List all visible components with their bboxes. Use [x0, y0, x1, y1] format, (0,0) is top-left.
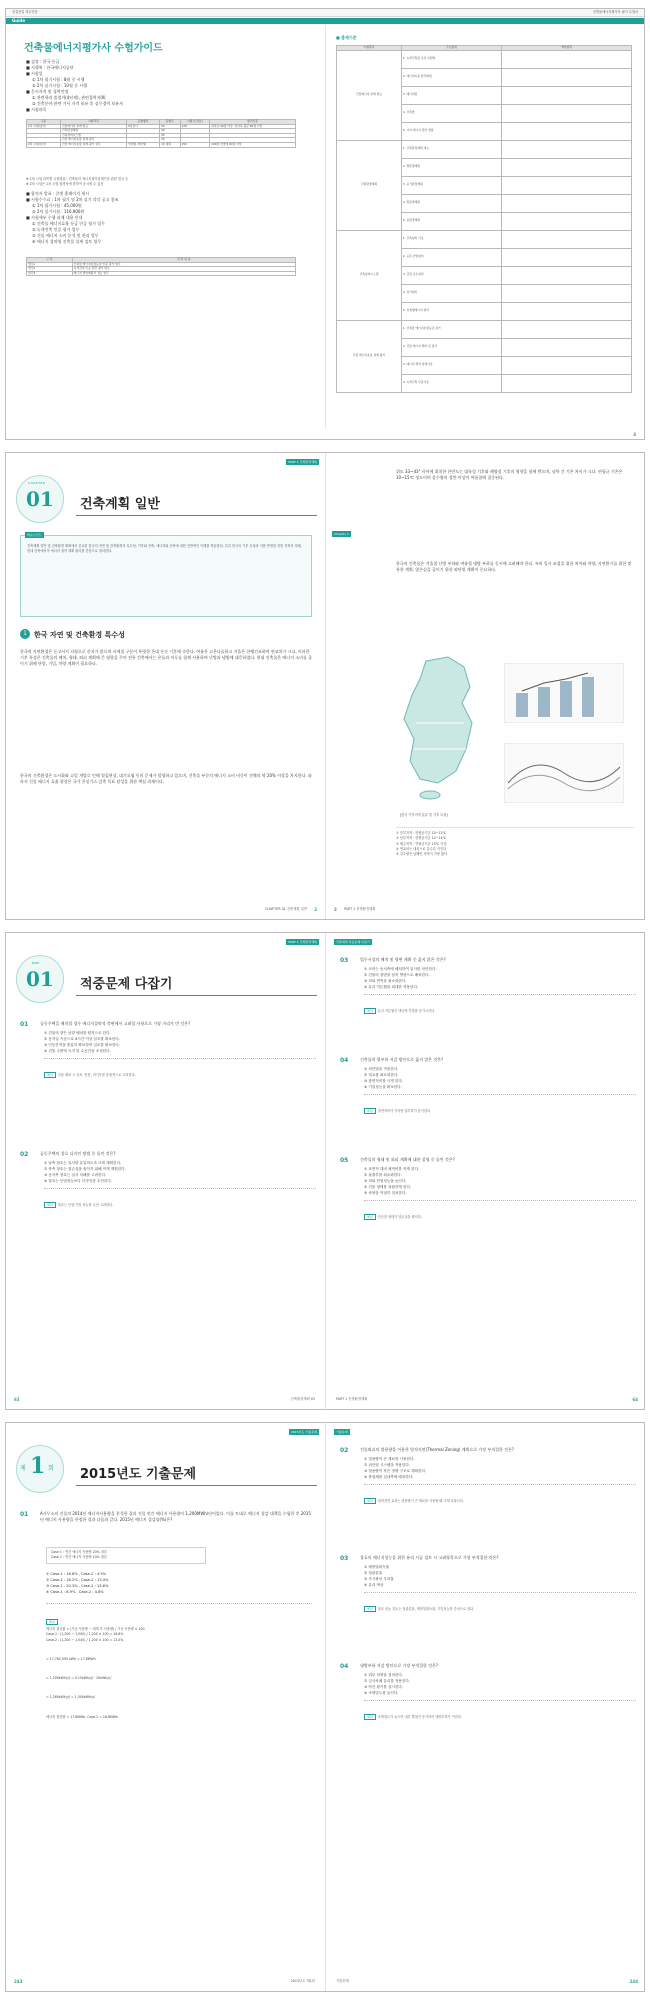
question-text: 공동주택의 창호 디자인 방법 중 틀린 것은?	[40, 1151, 116, 1156]
main-item-cell: 4. 건축법	[401, 104, 501, 122]
option-list	[44, 1030, 316, 1054]
table-header: 합격기준	[210, 120, 296, 125]
table-row	[337, 50, 632, 68]
right-footer: 기출문제	[336, 1979, 349, 1983]
note-line: ■ 합격자 발표 : 큐넷 홈페이지 게시	[26, 190, 89, 196]
memo-tag: 해설	[364, 1606, 376, 1612]
table-cell: 1차 시험(필기)	[27, 124, 61, 129]
main-item-cell: 2. 건물 에너지 해석 및 평가	[401, 338, 501, 356]
option[interactable]: ② 건물의 장변을 남북 방향으로 배치한다.	[364, 973, 430, 977]
option[interactable]: ③ 인동간격을 충분히 확보하여 일조를 확보한다.	[44, 1043, 121, 1047]
table-header: 관 련 내 용	[72, 258, 295, 263]
table-cell: 서술형, 계산형	[126, 142, 159, 147]
detail-cell	[502, 176, 632, 194]
table-cell: 20	[160, 138, 180, 143]
subject-cell: 건물 에너지효율 설계·평가	[337, 320, 402, 392]
chapter-page	[5, 452, 645, 920]
main-item-cell: 3. 에너지법	[401, 86, 501, 104]
option-list	[364, 1456, 636, 1480]
calc-line: 에너지 절감량 = 17.8MWh, Case-2 = 16.8MWh	[46, 1714, 118, 1719]
right-body-2: 한국의 건축물은 겨울철 난방 부하와 여름철 냉방 부하를 동시에 고려해야 한다. 특히 일사 조절을 위한 처마와 차양, 자연환기를 위한 맞통풍 계획, 열손실을 줄이기 위한 외단열 계획이 중요하다.	[396, 561, 632, 572]
map-note: ① 중부지역 : 연평균기온 10~12℃	[396, 831, 447, 835]
criteria-heading: ■ 출제기준	[336, 35, 357, 40]
detail-cell	[502, 50, 632, 68]
option[interactable]: ④ 기밀성능을 확보한다.	[364, 1085, 402, 1089]
header-left: 건설산업 직무인증	[12, 10, 38, 14]
body-text-2: 한국의 건축환경은 도시화와 고밀 개발로 인해 열섬현상, 대기오염 등의 문제가 발생하고 있으며, 건축물 부문의 에너지 소비 비중이 전체의 약 20% 이상을 차지한다. 따라서 건물 에너지 효율 향상은 국가 온실가스 감축 목표 달성을 위한 핵심 과제이다.	[20, 773, 312, 784]
answer-memo	[364, 1484, 636, 1506]
memo-tag: 해설	[44, 1202, 56, 1208]
memo-text: 유리 커튼월은 냉난방 부하를 증가시킨다.	[377, 1009, 436, 1013]
section-title: 한국 자연 및 건축환경 특수성	[34, 631, 125, 639]
right-page-number: 244	[629, 1979, 638, 1984]
option[interactable]: ③ 외피 단열성능을 높인다.	[364, 1179, 407, 1183]
part-number: 01	[26, 967, 54, 991]
option[interactable]: ② 동지일 기준으로 4시간 이상 일조를 확보한다.	[44, 1037, 120, 1041]
duty-table	[26, 257, 296, 276]
calc-line: 에너지 절감률 = (기준 사용량 − 대책 후 사용량) / 기준 사용량 × 100	[46, 1627, 145, 1631]
subject-cell: 건축환경계획	[337, 140, 402, 230]
main-item-cell: 2. 공조·난방설비	[401, 248, 501, 266]
question-number: 03	[340, 957, 349, 964]
guide-line: ② 2차 실기시험 : 10월 중 시행	[32, 83, 87, 88]
option[interactable]: ① 남측 창호는 일사를 유입하도록 크게 계획한다.	[44, 1161, 122, 1165]
table-header: 구 분	[27, 258, 73, 263]
option[interactable]: ③ 열용량이 작은 경량 구조로 계획한다.	[364, 1469, 427, 1473]
exam-title: 2015년도 기출문제	[80, 1467, 197, 1482]
memo-tag: 해설	[364, 1108, 376, 1114]
chapter-label: CHAPTER	[28, 481, 46, 485]
exam-left	[6, 1423, 326, 1991]
main-item-cell: 4. 전기설비	[401, 284, 501, 302]
option[interactable]: ① 표면적 대비 체적비를 작게 한다.	[364, 1167, 420, 1171]
main-item-cell: 2. 에너지이용 합리화법	[401, 68, 501, 86]
option[interactable]: ① 외부 차양을 설치한다.	[364, 1673, 404, 1677]
table-cell: 에너지 절약계획서 검토 업무	[72, 271, 295, 276]
answer-memo	[364, 1200, 636, 1222]
table-header: 구분	[27, 120, 61, 125]
right-header: 건축계획 적중문제 다잡기	[336, 940, 370, 944]
given-line: Case 2 : 연간 에너지 사용량 10% 절감	[51, 1555, 107, 1560]
question-text: 건축물의 열부하 저감 방안으로 옳지 않은 것은?	[360, 1057, 444, 1062]
criteria-table	[336, 45, 632, 393]
subject-cell: 건물에너지 관계 법규	[337, 50, 402, 140]
practice-page	[5, 932, 645, 1410]
detail-cell	[502, 302, 632, 320]
question-block	[20, 1021, 316, 1081]
chapter-tag: Chapter 1	[334, 532, 349, 536]
note-line: ② 녹색건축 인증 평가 업무	[32, 226, 80, 232]
guide-lines	[26, 59, 306, 113]
detail-cell	[502, 266, 632, 284]
question-list-right	[340, 1447, 636, 1771]
map-caption: [한국 기후지역 분류 및 기후 특성]	[400, 813, 448, 817]
main-item-cell: 5. 음환경계획	[401, 212, 501, 230]
right-page-number: 64	[632, 1397, 638, 1402]
calc-memo	[46, 1603, 312, 1720]
question-number: 02	[20, 1151, 29, 1158]
detail-cell	[502, 140, 632, 158]
calc-line: = 1,200kWh/㎡ = 0.15kWh/㎡ · 20kWh/㎡	[46, 1676, 112, 1681]
note-line: ※ 1차 시험 과목별 시험범위 : 건축물의 에너지절약설계기준 관련 법규 등	[26, 177, 129, 181]
question-text: 업무시설의 배치 및 평면 계획 중 옳지 않은 것은?	[360, 957, 446, 962]
exam-subject-table	[26, 119, 296, 148]
memo-text: 창호 성능 검토는 열관류율, 태양열취득률, 기밀성능을 중심으로 한다.	[377, 1607, 475, 1611]
body-text: 한국의 자연환경은 동고서저 지형으로 산지가 많으며 사계절 구분이 뚜렷한 온대 몬순 기후에 속한다. 여름은 고온다습하고 겨울은 한랭건조하며 연교차가 크다. 이러한 기후 특성은 건축물의 배치, 형태, 외피 계획에 큰 영향을 주며 전통 건축에서는 온돌과 마루를 함께 사용하여 난방과 냉방에 대응하였다. 현대 건축물은 에너지 소비를 줄이기 위해 단열, 기밀, 차양 계획이 필요하다.	[20, 649, 312, 666]
memo-text: 창호는 단열·기밀 성능을 우선 고려한다.	[57, 1203, 114, 1207]
table-cell: 건물에너지 관계 법규	[60, 124, 126, 129]
question-block	[340, 1555, 636, 1615]
note-line: ※ 2차 시험은 1차 시험 합격자에 한하여 응시할 수 있음	[26, 182, 104, 187]
left-footer: CHAPTER 01 건축계획 일반	[265, 907, 307, 911]
guide-line: ① 관련학과 졸업자(4년제), 관련경력자(Ⅱ)	[32, 95, 106, 100]
table-cell: 100점 만점에 60점 이상	[210, 142, 296, 147]
question-text: A사무소의 건물의 2014년 에너지사용량을 분석한 결과 건물 연간 에너지 사용량이 1,200MWh/년이었다. 이를 토대로 에너지 절감 대책을 수립한 후 2015년 에너지 사용량을 산정한 결과 다음과 같다. 2015년 에너지 절감률(%)은?	[40, 1511, 311, 1522]
option[interactable]: ① 건물의 향은 남향 배치를 원칙으로 한다.	[44, 1031, 111, 1035]
memo-text: 건물 배치 시 일조, 통풍, 미기후를 종합적으로 고려한다.	[57, 1073, 136, 1077]
option[interactable]: ④ 건물 주변에 녹지 및 수공간을 조성한다.	[44, 1049, 111, 1053]
guide-line: ■ 시행처 : 한국에너지공단	[26, 65, 74, 70]
table-cell: 20	[160, 124, 180, 129]
table-header: 시험시간(분)	[180, 120, 210, 125]
option[interactable]: ① 외단열을 적용한다.	[364, 1067, 399, 1071]
table-header: 시험과목	[60, 120, 126, 125]
right-body: 위도 33~43° 사이에 위치한 한반도는 대륙성 기후와 해양성 기후의 영향을 함께 받으며, 남북 간 기온 차이가 크다. 연평균 기온은 10~15℃ 정도이며 강수량의 절반 이상이 여름철에 집중된다.	[396, 469, 623, 480]
detail-cell	[502, 122, 632, 140]
memo-tag: 해설	[364, 1714, 376, 1720]
right-page-number: 3	[334, 907, 337, 912]
memo-text: 조명밀도가 높으면 내부 발열이 증가하여 냉방부하가 커진다.	[377, 1715, 462, 1719]
left-footer: 2015년도 제1회	[290, 1979, 315, 1983]
option[interactable]: ③ 외피 면적을 최소화한다.	[364, 979, 407, 983]
table-cell: 건물 에너지효율 설계·평가	[60, 138, 126, 143]
chapter-right	[326, 453, 645, 919]
memo-text: 열적지연 효과는 열용량이 큰 재료를 사용할 때 크게 나타난다.	[377, 1499, 464, 1503]
chapter-number: 01	[26, 487, 54, 511]
table-cell: 4지선다	[126, 124, 159, 129]
option[interactable]: ① 코어는 동서측에 배치하여 일사를 차단한다.	[364, 967, 437, 971]
calc-line: Case-2 : (1,200 − 1,040) / 1,200 × 100 = 13.4%	[46, 1637, 124, 1642]
table-cell: 건축환경계획	[60, 129, 126, 134]
table-cell: 녹색건축 인증 관련 평가 업무	[72, 267, 295, 272]
table-row	[337, 320, 632, 338]
option[interactable]: ⑤ 차양을 적절히 설치한다.	[364, 1191, 407, 1195]
temperature-chart	[504, 663, 624, 723]
calc-line: = 1,260kWh/㎡ = 1,500kWh/㎡	[46, 1695, 96, 1700]
answer-memo	[44, 1058, 316, 1080]
detail-cell	[502, 194, 632, 212]
exam-page	[5, 1422, 645, 1992]
option[interactable]: ① 태양열취득률	[364, 1565, 390, 1569]
page-header	[6, 9, 644, 17]
detail-cell	[502, 356, 632, 374]
main-item-cell: 1. 건축물 에너지효율등급 평가	[401, 320, 501, 338]
table-header: 시험과목	[337, 46, 402, 51]
guide-line: ■ 응시자격 및 경력인정	[26, 89, 69, 94]
main-item-cell: 5. 신재생에너지 설비	[401, 302, 501, 320]
answer-memo	[364, 1094, 636, 1116]
question-number: 04	[340, 1057, 349, 1064]
table-cell: 120	[180, 124, 210, 129]
memo-tag: 해설	[364, 1008, 376, 1014]
guide-page	[5, 8, 645, 440]
round-label: 제	[20, 1465, 26, 1472]
table-cell: 업무1	[27, 262, 73, 267]
option[interactable]: ④ 건물 형태를 복잡하게 한다.	[364, 1185, 412, 1189]
table-header: 문항형식	[126, 120, 159, 125]
question-number: 05	[340, 1157, 349, 1164]
note-line: ② 2차 실기시험 : 116,900원	[32, 208, 85, 214]
table-cell: 10 내외	[160, 142, 180, 147]
guide-label-text: Guide	[12, 18, 26, 23]
note-line: ■ 시험세부 수행 과제 내용 안내	[26, 214, 83, 220]
main-item-cell: 1. 녹색건축물 조성 지원법	[401, 50, 501, 68]
question-block	[340, 1663, 636, 1723]
memo-text: 창면적비가 커지면 열부하가 증가한다.	[377, 1109, 432, 1113]
question-block	[20, 1151, 316, 1211]
chapter-left	[6, 453, 326, 919]
question-text: 냉방부하 저감 방안으로 가장 부적절한 것은?	[360, 1663, 439, 1668]
option-list	[364, 1672, 636, 1696]
question-block	[340, 957, 636, 1017]
map-note: ③ 제주지역 : 연평균기온 15℃ 이상	[396, 841, 447, 846]
practice-right	[326, 933, 645, 1409]
main-item-cell: 4. 녹색건축 인증기준	[401, 374, 501, 392]
summary-box	[20, 535, 312, 617]
memo-text: 단순한 형태가 열손실을 줄인다.	[377, 1215, 422, 1219]
part-label: PART	[32, 961, 40, 965]
table-cell: 20	[160, 129, 180, 134]
detail-cell	[502, 212, 632, 230]
main-item-cell: 3. 에너지 절약 설계기준	[401, 356, 501, 374]
question-number: 01	[20, 1511, 29, 1518]
question-block	[340, 1157, 636, 1222]
question-text: 건축물의 형태 및 외피 계획에 대한 설명 중 틀린 것은?	[360, 1157, 455, 1162]
option-list	[364, 1564, 636, 1588]
map-note: ② 남부지역 : 연평균기온 12~14℃	[396, 836, 447, 841]
table-header: 주요항목	[401, 46, 501, 51]
option[interactable]: ① Case-1 : 16.8% , Case-2 : 4.5%	[46, 1572, 107, 1576]
left-page-number: 63	[14, 1397, 20, 1402]
question-text: 창호의 에너지성능을 위한 유리 시공 검토 시 고려항목으로 가장 부적절한 것은?	[360, 1555, 499, 1560]
left-page-number: 243	[14, 1979, 23, 1984]
guide-line: ■ 시험과목	[26, 107, 47, 112]
question-number: 01	[20, 1021, 29, 1028]
option[interactable]: ② 북측 창호는 열손실을 줄이기 위해 작게 계획한다.	[44, 1167, 126, 1171]
option[interactable]: ③ 가시광선 투과율	[364, 1577, 394, 1581]
table-cell: 건축설비시스템	[60, 133, 126, 138]
guide-line: ② 건축분야 관련 기사 자격 보유 후 실무경력 보유자	[32, 101, 124, 106]
memo-tag: 해설	[364, 1498, 376, 1504]
question-text: 건물외피의 열용량을 이용한 열적지연(Thermal Zoning) 계획으로 가장 부적절한 것은?	[360, 1447, 514, 1452]
practice-left	[6, 933, 326, 1409]
question-number: 03	[340, 1555, 349, 1562]
part-title: 적중문제 다잡기	[80, 977, 173, 992]
precipitation-graph	[504, 743, 624, 803]
exam-right	[326, 1423, 645, 1991]
table-header: 문항수	[160, 120, 180, 125]
option[interactable]: ④ 유리 색상	[364, 1583, 384, 1587]
question-text: 공동주택을 배치할 경우 에너지절약적 측면에서 고려할 사항으로 가장 거리가 먼 것은?	[40, 1021, 191, 1026]
left-footer: 건축환경계획 03	[290, 1397, 315, 1401]
summary-tag: 학습포인트	[27, 533, 42, 537]
part-rule	[76, 995, 317, 996]
option[interactable]: ④ 유리 커튼월을 최대한 적용한다.	[364, 985, 419, 989]
question-number: 02	[340, 1447, 349, 1454]
detail-cell	[502, 104, 632, 122]
exam-rule	[76, 1485, 317, 1486]
table-row	[337, 140, 632, 158]
map-notes	[396, 827, 634, 857]
top-label: 2015년도 기출문제	[291, 1430, 317, 1434]
note-line: ① 건축물 에너지효율 등급 인증 평가 업무	[32, 220, 106, 226]
table-cell: 150	[180, 142, 210, 147]
map-note: ④ 연교차는 내륙으로 갈수록 커진다	[396, 846, 447, 851]
option[interactable]: ② 외단열 시스템을 적용한다.	[364, 1463, 410, 1467]
main-item-cell: 5. 기타 에너지 관련 법령	[401, 122, 501, 140]
calc-line: = 17,762,500 kWh = 17.8MWh	[46, 1656, 96, 1661]
option[interactable]: ② 열관류율	[364, 1571, 383, 1575]
question-list-left	[20, 1021, 316, 1281]
table-cell: 과목당 40점 이상, 전과목 평균 60점 이상	[210, 124, 296, 129]
option-list	[364, 966, 636, 990]
option[interactable]: ④ Case-1 : 8.9% , Case-2 : 4.8%	[46, 1590, 104, 1594]
guide-right-column	[326, 25, 645, 429]
left-page-number: 2	[314, 907, 317, 912]
korea-climate-map	[386, 653, 496, 803]
option[interactable]: ③ Case-1 : 20.3% , Case-2 : 13.6%	[46, 1584, 109, 1588]
main-item-cell: 4. 빛환경계획	[401, 194, 501, 212]
detail-cell	[502, 86, 632, 104]
option[interactable]: ④ 축열체를 실내측에 배치한다.	[364, 1475, 414, 1479]
option-list	[46, 1571, 306, 1595]
table-row	[27, 142, 296, 147]
note-line: ③ 건물 에너지 소비 분석 및 관리 업무	[32, 232, 99, 238]
guide-left-column	[6, 25, 326, 429]
answer-memo	[364, 994, 636, 1016]
option-list	[364, 1066, 636, 1090]
calc-line: Case-1 : (1,200 − 1,000) / 1,200 × 100 = 16.8%	[46, 1632, 124, 1637]
detail-cell	[502, 338, 632, 356]
option[interactable]: ③ 창면적비를 크게 한다.	[364, 1079, 404, 1083]
table-header: 세부항목	[502, 46, 632, 51]
header-right: 건축물에너지평가사 필기 수험서	[592, 10, 638, 14]
option-list	[44, 1160, 316, 1184]
option[interactable]: ② 돌출부를 최소화한다.	[364, 1173, 402, 1177]
option[interactable]: ③ 동서측 창호는 일사 차폐를 고려한다.	[44, 1173, 107, 1177]
note-line: ① 1차 필기시험 : 45,000원	[32, 202, 82, 208]
chapter-title: 건축계획 일반	[80, 497, 160, 512]
section-number: 1	[20, 629, 30, 639]
guide-line: ■ 시험일	[26, 71, 43, 76]
memo-tag: 해설	[44, 1072, 56, 1078]
question-block	[340, 1447, 636, 1507]
note-line: ④ 에너지 절약형 건축물 설계 검토 업무	[32, 238, 102, 244]
main-item-cell: 1. 건축환경계획 개요	[401, 140, 501, 158]
main-item-cell: 3. 공기환경계획	[401, 176, 501, 194]
top-label: PART 1 건축환경계획	[288, 460, 317, 464]
option-list	[364, 1166, 636, 1196]
option[interactable]: ① 열용량이 큰 재료를 사용한다.	[364, 1457, 415, 1461]
main-item-cell: 2. 열환경계획	[401, 158, 501, 176]
option[interactable]: ② Case-1 : 18.2% , Case-2 : 13.4%	[46, 1578, 109, 1582]
memo-tag: 해설	[46, 1619, 58, 1625]
question-list-right	[340, 957, 636, 1262]
top-label: PART 1 건축환경계획	[288, 940, 317, 944]
detail-cell	[502, 374, 632, 392]
option[interactable]: ② 열교를 최소화한다.	[364, 1073, 399, 1077]
detail-cell	[502, 320, 632, 338]
round-suffix: 회	[48, 1465, 54, 1472]
detail-cell	[502, 68, 632, 86]
summary-text: 건축계획 일반 및 건축환경 계획에서 중요한 한국의 자연 및 건축환경의 특수성, 기후와 건축, 에너지와 건축에 대한 전반적인 이해를 학습한다. 특히 한국의 기후 특성과 이를 반영한 전통 건축의 지혜, 현대 건축에서의 에너지 절약 계획 원리를 중심으로 정리한다.	[27, 544, 302, 554]
right-footer: PART 1 건축환경계획	[344, 907, 376, 911]
guide-title: 건축물에너지평가사 수험가이드	[24, 43, 163, 54]
guide-notes	[26, 177, 306, 245]
table-cell: 건축물 에너지효율등급 인증 평가 업무	[72, 262, 295, 267]
detail-cell	[502, 230, 632, 248]
round-number: 1	[30, 1453, 46, 1479]
page-number: 4	[633, 432, 636, 437]
map-note: ⑤ 강수량은 남해안 지역이 가장 많다	[396, 852, 448, 857]
option[interactable]: ② 일사차폐 유리를 적용한다.	[364, 1679, 410, 1683]
detail-cell	[502, 284, 632, 302]
table-cell: 건물 에너지효율 설계·평가 실무	[60, 142, 126, 147]
guide-line: ■ 검정 : 한국 등급	[26, 59, 60, 64]
detail-cell	[502, 248, 632, 266]
answer-memo	[364, 1592, 636, 1614]
table-cell: 업무2	[27, 267, 73, 272]
main-item-cell: 3. 급탕·급수설비	[401, 266, 501, 284]
table-cell: 업무3	[27, 271, 73, 276]
question-block	[340, 1057, 636, 1117]
option[interactable]: ④ 창호는 단열성능보다 디자인을 우선한다.	[44, 1179, 112, 1183]
right-header: 기출문제	[336, 1430, 348, 1434]
detail-cell	[502, 158, 632, 176]
main-item-cell: 1. 건축설비 기초	[401, 230, 501, 248]
answer-memo	[44, 1188, 316, 1210]
guide-label	[6, 18, 644, 24]
note-line: ■ 시험수수료 : 1차 필기 및 2차 실기 각각 공고 참조	[26, 196, 119, 202]
table-row	[337, 230, 632, 248]
chapter-rule	[76, 515, 317, 516]
table-row	[27, 271, 296, 276]
memo-tag: 해설	[364, 1214, 376, 1220]
guide-line: ① 1차 필기시험 : 8월 중 시행	[32, 77, 85, 82]
given-line: Case 1 : 연간 에너지 사용량 20% 절감	[51, 1550, 107, 1554]
subject-cell: 건축설비시스템	[337, 230, 402, 320]
table-cell: 20	[160, 133, 180, 138]
answer-memo	[364, 1700, 636, 1722]
given-box	[46, 1547, 206, 1564]
right-footer: PART 1 건축환경계획	[336, 1397, 368, 1401]
table-cell: 2차 시험(실기)	[27, 142, 61, 147]
option[interactable]: ③ 야간 환기를 실시한다.	[364, 1685, 404, 1689]
question-number: 04	[340, 1663, 349, 1670]
option[interactable]: ④ 조명밀도를 높인다.	[364, 1691, 399, 1695]
